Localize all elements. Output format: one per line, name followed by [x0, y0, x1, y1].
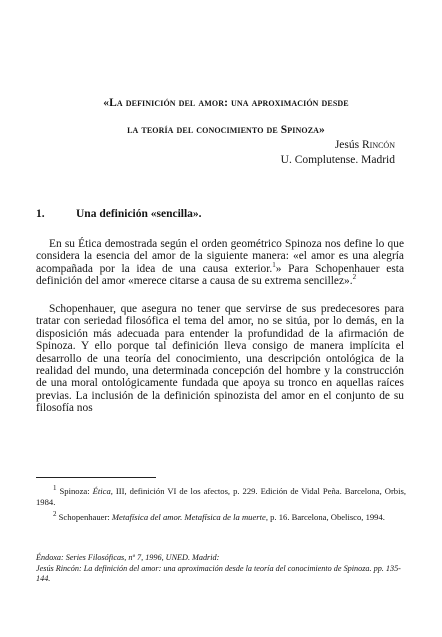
footnote-1	[36, 486, 406, 507]
journal-citation-line-1: Éndoxa: Series Filosóficas, nº 7, 1996, UNED. Madrid:	[36, 553, 220, 562]
footnote-1-number: 1	[53, 484, 57, 493]
footnote-ref-2: 2	[352, 273, 357, 282]
section-title: Una definición «sencilla».	[76, 208, 202, 220]
article-title-line-2: la teoría del conocimiento de Spinoza»	[127, 124, 325, 136]
author-affiliation: U. Complutense. Madrid	[280, 154, 395, 166]
footnote-1-work-title: Ética	[92, 486, 111, 496]
article-title-line-1: «La definición del amor: una aproximación desde	[103, 97, 349, 109]
section-heading	[36, 208, 202, 220]
author-first-name: Jesús	[334, 139, 360, 151]
footnote-2-text-a: Schopenhauer:	[58, 512, 112, 522]
paragraph-1-text-b: » Para Schopenhauer esta definición del amor «merece citarse a causa de su extrema sencillez».	[36, 262, 405, 288]
footnote-2-text-b: , p. 16. Barcelona, Obelisco, 1994.	[265, 512, 385, 522]
footnote-ref-1: 1	[272, 261, 276, 270]
journal-citation	[36, 553, 406, 585]
footnote-separator	[36, 477, 156, 478]
footnote-1-text-a: Spinoza:	[59, 486, 93, 496]
paragraph-1	[36, 238, 404, 288]
footnote-2-number: 2	[53, 510, 57, 519]
footnote-2	[36, 512, 406, 523]
section-number: 1.	[36, 208, 45, 220]
footnote-1-text-b: , III, definición VI de los afectos, p. 229. Edición de Vidal Peña. Barcelona, Orbis, 1984.	[36, 486, 406, 507]
paragraph-2: Schopenhauer, que asegura no tener que servirse de sus predecesores para tratar con seriedad filosófica el tema del amor, no se sitúa, por lo demás, en la disposición más adecuada para entender la profundidad de la afirmación de Spinoza. Y ello porque tal definición lleva consigo de manera implícita el desarrollo de una teoría del conocimiento, una descripción ontológica de la realidad del mundo, una determinada concepción del hombre y la construcción de una moral ontológicamente fundada que apoya su tronco en aquellas raíces previas. La inclusión de la definición spinozista del amor en el conjunto de su filosofía nos	[36, 303, 404, 415]
journal-citation-line-2: Jesús Rincón: La definición del amor: una aproximación desde la teoría del conocimiento de Spinoza. pp. 135-144.	[36, 563, 401, 584]
author-name	[335, 138, 395, 153]
paragraph-1-text-a: En su Ética demostrada según el orden geométrico Spinoza nos define lo que considera la esencia del amor de la siguiente manera: «el amor es una alegría acompañada por la idea de una causa exterior.	[36, 238, 404, 275]
footnote-2-work-title: Metafísica del amor. Metafísica de la muerte	[111, 512, 266, 522]
author-last-name: Rincón	[361, 139, 395, 151]
